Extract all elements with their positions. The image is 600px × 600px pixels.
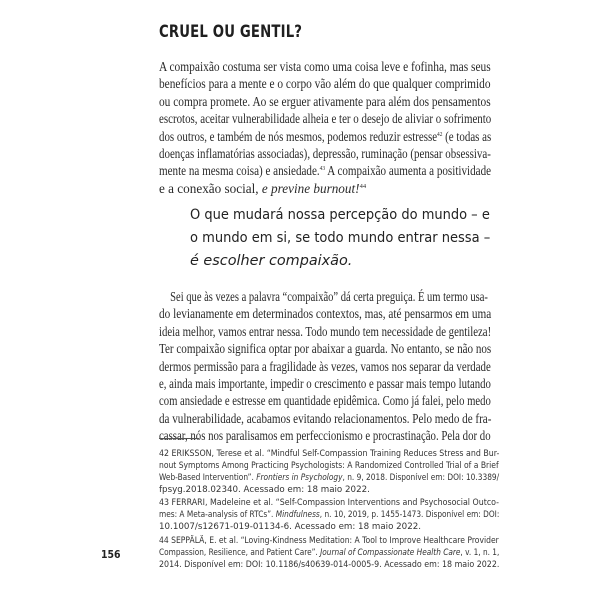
text-line [159, 180, 491, 197]
text-line [159, 162, 492, 179]
text-segment: Compassion, Resilience, and Patient Care”. [159, 548, 321, 559]
footnote-divider [159, 438, 199, 439]
text-segment: Web-Based Intervention”. [159, 473, 257, 484]
text-line: benefícios para a mente e o corpo vão além do que qualquer comprimido [159, 76, 491, 92]
footnote-line [159, 547, 500, 559]
text-segment: , n. 9, 2018. Disponível em: DOI: 10.3389/ [342, 473, 500, 484]
footnote-line: 43 FERRARI, Madeleine et al. “Self-Compassion Interventions and Psychosocial Outco- [159, 498, 499, 508]
text-line: e, ainda mais importante, impedir o crescimento e passar mais tempo lutando [159, 375, 491, 391]
footnote-line [159, 472, 500, 484]
text-segment: (e todas as [442, 128, 492, 144]
text-segment: mes: A Meta-analysis of RTCs”. [159, 510, 276, 521]
quote-line: O que mudará nossa percepção do mundo – e [190, 207, 490, 223]
footnote-43 [159, 497, 499, 533]
text-line: cassar, nós nos paralisamos em perfeccionismo e procrastinação. Pela dor do [159, 428, 491, 444]
text-segment: e a conexão social, [159, 180, 262, 196]
paragraph-1 [159, 58, 491, 197]
footnote-line: nout Symptoms Among Practicing Psychologists: A Randomized Controlled Trial of a Brief [159, 461, 499, 472]
text-line: doenças inflamatórias associadas), depressão, ruminação (pensar obsessiva- [159, 145, 491, 161]
footnote-line: fpsyg.2018.02340. Acessado em: 18 maio 2022. [159, 485, 370, 496]
quote-line: o mundo em si, se todo mundo entrar nessa – [190, 230, 491, 246]
quote-line: é escolher compaixão. [190, 253, 353, 269]
journal-title: Journal of Compassionate Health Care [320, 548, 461, 559]
footnote-ref-43: 43 [319, 165, 326, 173]
footnote-ref-44: 44 [359, 182, 367, 190]
footnote-line: 42 ERIKSSON, Terese et al. “Mindful Self-Compassion Training Reduces Stress and Bur- [159, 449, 500, 459]
text-segment: dos outros, e também de nós mesmos, podemos reduzir estresse [159, 128, 438, 144]
text-line: com ansiedade e estresse em quantidade epidêmica. Como já falei, pelo medo [159, 393, 491, 409]
pull-quote [190, 204, 490, 273]
footnote-line: 44 SEPPÄLÄ, E. et al. “Loving-Kindness Meditation: A Tool to Improve Healthcare Provider [159, 536, 499, 546]
page-number: 156 [101, 548, 121, 561]
footnote-ref-42: 42 [437, 130, 443, 138]
italic-text: e previne burnout! [261, 180, 360, 196]
text-line: escrotos, aceitar vulnerabilidade alheia e ter o desejo de aliviar o sofrimento [159, 111, 492, 127]
journal-title: Frontiers in Psychology [256, 473, 343, 484]
text-segment: , v. 1, n. 1, [460, 548, 500, 559]
text-segment: , n. 10, 2019, p. 1455-1473. Disponível em: DOI: [319, 510, 500, 521]
text-line: ideia melhor, vamos entrar nessa. Todo mundo tem necessidade de gentileza! [159, 323, 492, 339]
text-line: ou compra promete. Ao se erguer ativamente para além dos pensamentos [159, 93, 491, 109]
footnote-42 [159, 448, 499, 496]
text-line: do levianamente em determinados contextos, mas, até pensarmos em uma [159, 306, 492, 322]
text-line: A compaixão costuma ser vista como uma coisa leve e fofinha, mas seus [159, 59, 491, 74]
footnote-line [159, 509, 500, 521]
journal-title: Mindfulness [275, 510, 320, 521]
text-segment: mente na mesma coisa) e ansiedade. [159, 163, 320, 179]
footnote-44 [159, 535, 499, 571]
paragraph-2 [159, 288, 491, 445]
text-line: Sei que às vezes a palavra “compaixão” dá certa preguiça. É um termo usa- [170, 289, 488, 304]
text-line: da vulnerabilidade, acabamos evitando relacionamentos. Pelo medo de fra- [159, 410, 492, 426]
text-line: Ter compaixão significa optar por abaixar a guarda. No entanto, se não nos [159, 341, 492, 357]
text-segment: A compaixão aumenta a positividade [325, 163, 492, 179]
text-line: dermos permissão para a fragilidade às vezes, vamos nos separar da verdade [159, 358, 491, 374]
section-title: CRUEL OU GENTIL? [159, 22, 303, 42]
footnote-line: 10.1007/s12671-019-01134-6. Acessado em: 18 maio 2022. [159, 522, 422, 533]
footnote-line: 2014. Disponível em: DOI: 10.1186/s40639-014-0005-9. Acessado em: 18 maio 2022. [159, 560, 500, 571]
text-line [159, 128, 492, 145]
